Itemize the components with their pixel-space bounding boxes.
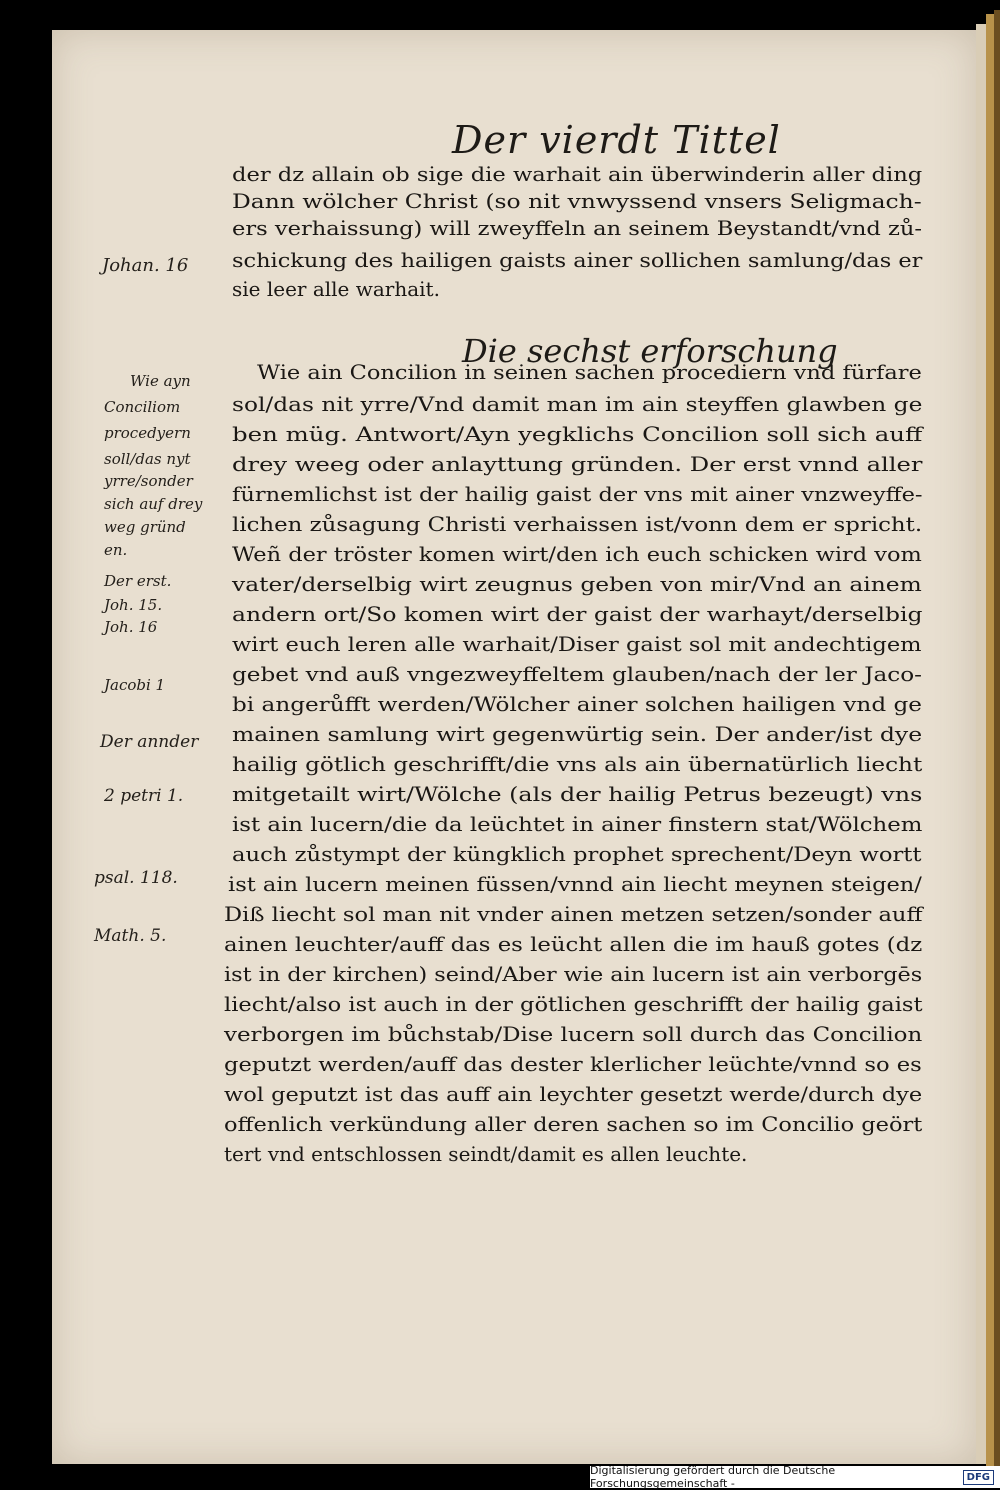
text-line: ist ain lucern meinen füssen/vnnd ain liecht meynen steigen/ [228,872,922,896]
book-spine-edge [994,10,1000,1466]
text-line: Diß liecht sol man nit vnder ainen metzen setzen/sonder auff [224,902,923,926]
text-line: Weñ der tröster komen wirt/den ich euch schicken wird vom [232,542,922,566]
margin-note: Der annder [100,732,199,752]
text-line: auch zůstympt der küngklich prophet sprechent/Deyn wortt [232,842,922,866]
text-line: ist ain lucern/die da leüchtet in ainer finstern stat/Wölchem [232,812,923,836]
text-line: ist in der kirchen) seind/Aber wie ain lucern ist ain verborgēs [224,962,923,986]
text-line: liecht/also ist auch in der götlichen geschrifft der hailig gaist [224,992,923,1016]
text-line: verborgen im bůchstab/Dise lucern soll durch das Concilion [224,1022,923,1046]
text-line: andern ort/So komen wirt der gaist der warhayt/derselbig [232,602,923,626]
text-line: ben müg. Antwort/Ayn yegklichs Concilion soll sich auff [232,422,923,446]
text-line: mitgetailt wirt/Wölche (als der hailig Petrus bezeugt) vns [232,782,923,806]
text-line: tert vnd entschlossen seindt/damit es allen leuchte. [224,1142,748,1166]
section-heading: Die sechst erforschung [462,332,838,370]
margin-note: Joh. 15. [104,596,163,614]
text-line: wol geputzt ist das auff ain leychter gesetzt werde/durch dye [224,1082,923,1106]
text-line: vater/derselbig wirt zeugnus geben von mir/Vnd an ainem [232,572,922,596]
margin-note: 2 petri 1. [104,786,184,806]
text-line: Wie ain Concilion in seinen sachen procediern vnd fürfare [257,360,922,384]
text-line: wirt euch leren alle warhait/Diser gaist sol mit andechtigem [232,632,922,656]
text-line: schickung des hailigen gaists ainer sollichen samlung/das er [232,248,923,272]
margin-note: Joh. 16 [104,618,158,636]
text-line: bi angerůfft werden/Wölcher ainer solchen hailigen vnd ge [232,692,922,716]
margin-note: psal. 118. [94,868,178,888]
margin-note: yrre/sonder [104,472,193,490]
text-line: Dann wölcher Christ (so nit vnwyssend vnsers Seligmach- [232,189,922,213]
margin-note: procedyern [104,424,191,442]
dfg-logo: DFG [963,1470,994,1485]
book-page-edge [976,24,986,1464]
margin-note: Johan. 16 [102,255,189,276]
text-line: fürnemlichst ist der hailig gaist der vns mit ainer vnzweyffe- [232,482,923,506]
credit-text: Digitalisierung gefördert durch die Deutsche Forschungsgemeinschaft - [590,1464,836,1490]
text-line: ers verhaissung) will zweyffeln an seinem Beystandt/vnd zů- [232,216,923,240]
margin-note: Math. 5. [94,926,167,946]
text-line: sol/das nit yrre/Vnd damit man im ain steyffen glawben ge [232,392,923,416]
scanned-page [52,30,976,1464]
text-line: sie leer alle warhait. [232,277,440,301]
running-title: Der vierdt Tittel [452,118,781,162]
margin-note: Der erst. [104,572,172,590]
margin-note: Conciliom [104,398,181,416]
text-line: gebet vnd auß vngezweyffeltem glauben/nach der ler Jaco- [232,662,922,686]
text-line: drey weeg oder anlayttung gründen. Der erst vnnd aller [232,452,923,476]
book-cover-edge [986,14,994,1466]
margin-note: Jacobi 1 [104,676,166,694]
margin-note: Wie ayn [130,372,191,390]
digitization-credit [590,1466,1000,1488]
text-line: ainen leuchter/auff das es leücht allen die im hauß gotes (dz [224,932,923,956]
text-line: geputzt werden/auff das dester klerlicher leüchte/vnnd so es [224,1052,922,1076]
text-line: der dz allain ob sige die warhait ain überwinderin aller ding [232,162,923,186]
margin-note: sich auf drey [104,495,203,513]
margin-note: weg gründ [104,518,186,536]
text-line: lichen zůsagung Christi verhaissen ist/vonn dem er spricht. [232,512,923,536]
text-line: offenlich verkündung aller deren sachen so im Concilio geört [224,1112,923,1136]
text-line: mainen samlung wirt gegenwürtig sein. Der ander/ist dye [232,722,923,746]
margin-note: soll/das nyt [104,450,191,468]
text-line: hailig götlich geschrifft/die vns als ain übernatürlich liecht [232,752,923,776]
margin-note: en. [104,541,128,559]
